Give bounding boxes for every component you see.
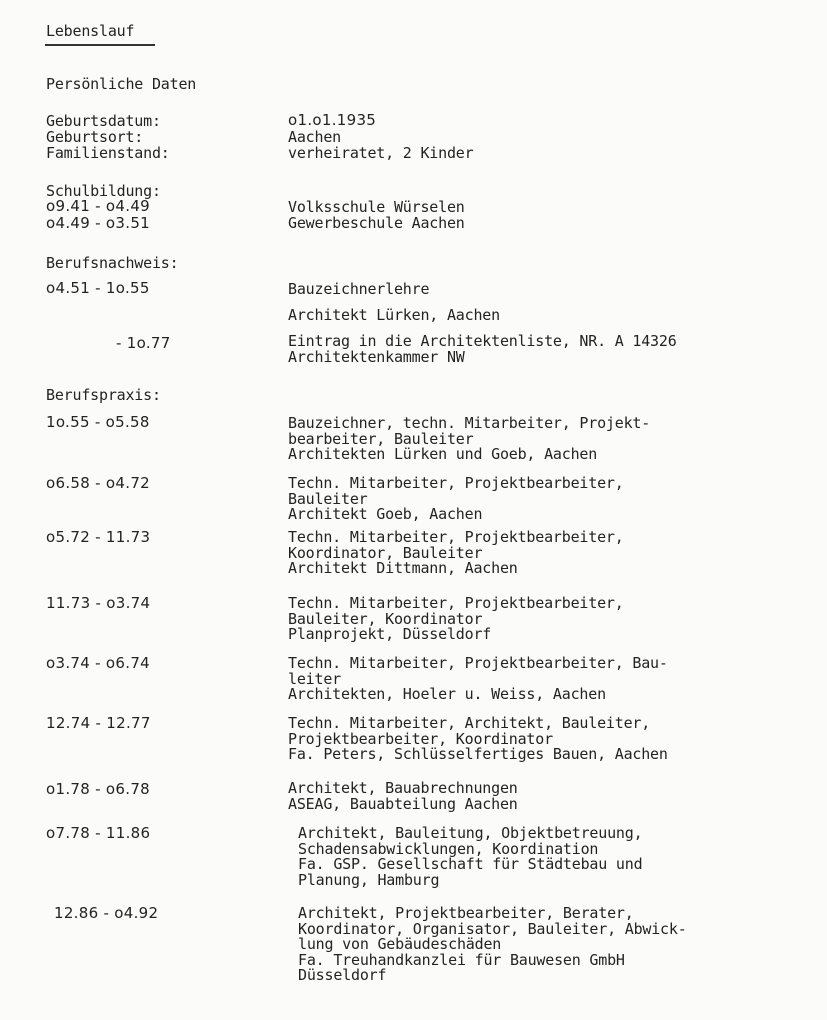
value-practice-5: Techn. Mitarbeiter, Projektbearbeiter, Bau- leiter Architekten, Hoeler u. Weiss, Aachen — [288, 654, 668, 703]
period-practice-9: 12.86 - o4.92 — [54, 904, 159, 922]
value-birthdate: o1.o1.1935 — [288, 111, 377, 129]
value-schooling-1: Volksschule Würselen — [288, 198, 465, 216]
period-training-3: - 1o.77 — [116, 334, 171, 352]
value-schooling-2: Gewerbeschule Aachen — [288, 214, 465, 232]
value-practice-6: Techn. Mitarbeiter, Architekt, Bauleiter, Projektbearbeiter, Koordinator Fa. Peters, Schlüsselfertiges Bauen, Aachen — [288, 714, 668, 763]
value-practice-4: Techn. Mitarbeiter, Projektbearbeiter, Bauleiter, Koordinator Planprojekt, Düsseldorf — [288, 594, 624, 643]
period-practice-8: o7.78 - 11.86 — [46, 824, 151, 842]
period-schooling-1: o9.41 - o4.49 — [46, 197, 150, 215]
period-practice-6: 12.74 - 12.77 — [46, 714, 151, 732]
period-practice-7: o1.78 - o6.78 — [46, 780, 150, 798]
section-heading-practice: Berufspraxis: — [46, 386, 161, 404]
label-birthplace: Geburtsort: — [46, 128, 144, 146]
value-family-status: verheiratet, 2 Kinder — [288, 144, 474, 162]
value-practice-9: Architekt, Projektbearbeiter, Berater, Koordinator, Organisator, Bauleiter, Abwick- lung von Gebäudeschäden Fa. Treuhandkanzlei für Bauwesen GmbH Düsseldorf — [298, 904, 687, 984]
punch-hole-mark — [0, 328, 20, 370]
period-schooling-2: o4.49 - o3.51 — [46, 214, 150, 232]
period-practice-1: 1o.55 - o5.58 — [46, 413, 150, 431]
label-family-status: Familienstand: — [46, 144, 170, 162]
value-practice-3: Techn. Mitarbeiter, Projektbearbeiter, Koordinator, Bauleiter Architekt Dittmann, Aachen — [288, 528, 624, 577]
period-practice-5: o3.74 - o6.74 — [46, 654, 150, 672]
period-practice-2: o6.58 - o4.72 — [46, 474, 150, 492]
value-training-3: Eintrag in die Architektenliste, NR. A 14326 Architektenkammer NW — [288, 332, 677, 366]
period-practice-3: o5.72 - 11.73 — [46, 528, 151, 546]
page-title: Lebenslauf — [46, 22, 135, 40]
section-heading-personal: Persönliche Daten — [46, 75, 197, 93]
value-practice-2: Techn. Mitarbeiter, Projektbearbeiter, Bauleiter Architekt Goeb, Aachen — [288, 474, 624, 523]
period-training-1: o4.51 - 1o.55 — [46, 279, 150, 297]
period-practice-4: 11.73 - o3.74 — [46, 594, 151, 612]
punch-hole-mark — [0, 662, 20, 704]
value-training-1: Bauzeichnerlehre — [288, 280, 430, 298]
value-training-2: Architekt Lürken, Aachen — [288, 306, 500, 324]
value-practice-7: Architekt, Bauabrechnungen ASEAG, Bauabteilung Aachen — [288, 779, 518, 813]
title-underline — [45, 44, 155, 46]
label-birthdate: Geburtsdatum: — [46, 112, 161, 130]
section-heading-training: Berufsnachweis: — [46, 254, 179, 272]
value-practice-1: Bauzeichner, techn. Mitarbeiter, Projekt- bearbeiter, Bauleiter Architekten Lürken und Goeb, Aachen — [288, 414, 651, 463]
value-birthplace: Aachen — [288, 128, 341, 146]
value-practice-8: Architekt, Bauleitung, Objektbetreuung, Schadensabwicklungen, Koordination Fa. GSP. Gesellschaft für Städtebau und Planung, Hamburg — [298, 824, 643, 889]
section-heading-schooling: Schulbildung: — [46, 182, 161, 200]
